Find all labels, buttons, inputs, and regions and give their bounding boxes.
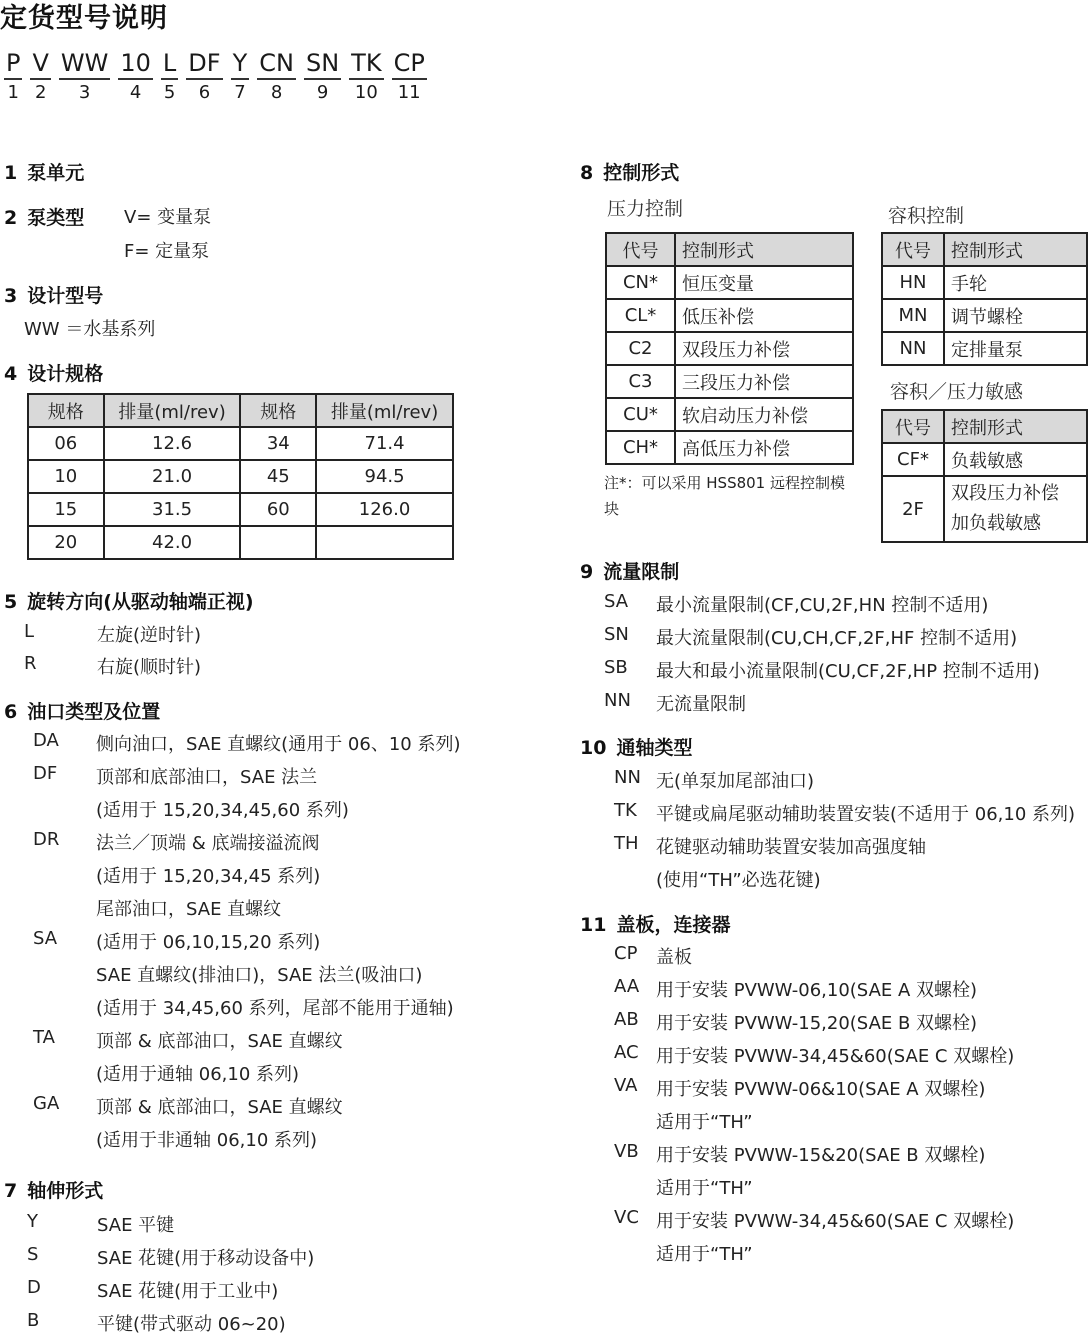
item-text: (使用“TH”必选花键) [656,870,821,891]
table-row [28,526,453,559]
list-item [33,961,553,994]
code-letters: L [161,48,178,80]
code-letters: P [4,48,22,80]
section-heading: 泵单元 [27,162,85,184]
item-code: NN [614,767,641,788]
item-code: DF [33,763,58,784]
code-number: 4 [129,82,142,103]
section-heading: 轴伸形式 [27,1180,104,1202]
volume-control-table [881,232,1088,366]
desc-cell: 负载敏感 [944,443,1087,476]
item-code: SN [604,624,629,645]
code-cell: HN [882,266,944,299]
item-code: SB [604,657,628,678]
page-title: 定货型号说明 [0,3,168,34]
desc-cell: 恒压变量 [675,266,853,299]
code-letters: V [30,48,50,80]
header-cell: 规格 [28,394,104,427]
item-text: 用于安装 PVWW-34,45&60(SAE C 双螺栓) [656,1046,1015,1067]
code-letters: CN [257,48,296,80]
item-code: D [27,1277,41,1298]
item-text: 用于安装 PVWW-34,45&60(SAE C 双螺栓) [656,1211,1015,1232]
item-code: SA [33,928,58,949]
header-cell: 代号 [882,233,944,266]
table-row [28,460,453,493]
table-row [882,443,1087,476]
section-number: 4 [4,363,18,385]
list-item [614,1207,1084,1240]
header-cell: 控制形式 [944,410,1087,443]
code-part [392,48,427,106]
list-item [33,862,553,895]
table-row [606,332,853,365]
table-row [606,365,853,398]
item-code: S [27,1244,39,1265]
code-letters: CP [392,48,427,80]
design-model-text: WW ＝水基系列 [24,319,156,340]
code-part [59,48,110,106]
table-row [606,431,853,464]
header-cell: 规格 [240,394,316,427]
code-cell: 2F [882,476,944,542]
item-code: NN [604,690,631,711]
model-code [4,48,427,106]
section-heading: 控制形式 [603,162,680,184]
item-code: Y [27,1211,38,1232]
code-part [161,48,178,106]
item-text: 花键驱动辅助装置安装加高强度轴 [656,837,926,858]
section-number: 3 [4,285,18,307]
code-letters: WW [59,48,110,80]
section-number: 11 [580,914,607,936]
item-text: 最大和最小流量限制(CU,CF,2F,HP 控制不适用) [656,661,1040,682]
section-heading: 泵类型 [27,207,85,229]
list-item [27,1310,547,1343]
list-item [614,1240,1084,1273]
list-item [614,767,1084,800]
code-part [231,48,250,106]
item-code: B [27,1310,40,1331]
section-7-title [4,1176,103,1203]
table-header-row [882,410,1087,443]
code-number: 7 [234,82,246,103]
list-item [33,895,553,928]
list-item [33,1060,553,1093]
item-text: 顶部 & 底部油口，SAE 直螺纹 [96,1097,343,1118]
item-text: 平键(带式驱动 06~20) [97,1314,286,1335]
item-text: 盖板 [656,947,692,968]
list-item [614,866,1084,899]
code-letters: SN [304,48,341,80]
spec-table [27,393,454,560]
code-part [118,48,153,106]
item-code: VA [614,1075,638,1096]
desc-cell: 调节螺栓 [944,299,1087,332]
item-text: 适用于“TH” [656,1178,753,1199]
pressure-control-table [605,232,854,465]
code-part [349,48,383,106]
list-item [33,928,553,961]
item-text: 适用于“TH” [656,1112,753,1133]
table-cell [240,526,316,559]
item-code: VC [614,1207,639,1228]
item-text: 最大流量限制(CU,CH,CF,2F,HF 控制不适用) [656,628,1018,649]
table-cell: 42.0 [104,526,241,559]
section-number: 5 [4,591,18,613]
item-text: 用于安装 PVWW-15&20(SAE B 双螺栓) [656,1145,986,1166]
item-text: SAE 花键(用于移动设备中) [97,1248,315,1269]
section-11-title [580,910,730,937]
table-cell [316,526,453,559]
list-item [614,833,1084,866]
table-cell: 34 [240,427,316,460]
item-text: SAE 平键 [97,1215,175,1236]
code-part [30,48,50,106]
table-cell: 21.0 [104,460,241,493]
section-number: 2 [4,207,18,229]
code-part [186,48,222,106]
table-header-row [882,233,1087,266]
table-header-row [28,394,453,427]
list-item [33,994,553,1027]
section-number: 7 [4,1180,18,1202]
section-8-title [580,158,679,185]
section-4-title [4,359,103,386]
desc-cell: 软启动压力补偿 [675,398,853,431]
item-code: TA [33,1027,55,1048]
code-cell: C2 [606,332,675,365]
list-item [614,1174,1084,1207]
desc-cell: 低压补偿 [675,299,853,332]
item-text: 最小流量限制(CF,CU,2F,HN 控制不适用) [656,595,989,616]
item-text: 法兰／顶端 & 底端接溢流阀 [96,833,320,854]
list-item [614,1075,1084,1108]
code-part [304,48,341,106]
table-cell: 94.5 [316,460,453,493]
item-code: VB [614,1141,639,1162]
section-number: 8 [580,162,594,184]
list-item [614,943,1084,976]
header-cell: 代号 [606,233,675,266]
item-text: 尾部油口，SAE 直螺纹 [96,899,282,920]
header-cell: 控制形式 [944,233,1087,266]
header-cell: 排量(ml/rev) [104,394,241,427]
item-code: AA [614,976,640,997]
code-cell: MN [882,299,944,332]
pump-type-f: F= 定量泵 [124,241,210,262]
desc-cell: 三段压力补偿 [675,365,853,398]
code-cell: NN [882,332,944,365]
list-item [604,591,1084,624]
table-cell: 15 [28,493,104,526]
table-row [28,427,453,460]
code-number: 11 [397,82,421,103]
code-number: 5 [163,82,176,103]
table-cell: 45 [240,460,316,493]
table-row [28,493,453,526]
item-text: (适用于通轴 06,10 系列) [96,1064,300,1085]
list-item [24,621,424,653]
code-part [257,48,296,106]
list-item [614,1108,1084,1141]
section-10-title [580,733,692,760]
code-part [4,48,22,106]
list-item [614,1009,1084,1042]
pressure-control-title: 压力控制 [607,198,684,220]
item-code: R [24,653,37,674]
list-item [33,730,553,763]
header-cell: 代号 [882,410,944,443]
item-text: SAE 直螺纹(排油口)，SAE 法兰(吸油口) [96,965,423,986]
section-5-title [4,587,254,614]
item-text: 左旋(逆时针) [97,625,202,646]
table-row [606,398,853,431]
item-code: GA [33,1093,60,1114]
load-sensing-table [881,409,1088,543]
code-number: 3 [78,82,91,103]
code-letters: DF [186,48,222,80]
section-6-title [4,697,160,724]
section-1-title [4,158,84,185]
item-text: 用于安装 PVWW-15,20(SAE B 双螺栓) [656,1013,978,1034]
table-cell: 126.0 [316,493,453,526]
list-item [614,800,1084,833]
table-cell: 31.5 [104,493,241,526]
header-cell: 控制形式 [675,233,853,266]
item-code: TK [614,800,637,821]
section-number: 6 [4,701,18,723]
item-text: 无(单泵加尾部油口) [656,771,815,792]
section-heading: 流量限制 [603,561,680,583]
item-text: SAE 花键(用于工业中) [97,1281,279,1302]
code-number: 8 [270,82,283,103]
code-letters: 10 [118,48,153,80]
code-letters: Y [231,48,250,80]
list-item [614,1042,1084,1075]
list-item [33,763,553,796]
desc-cell: 高低压力补偿 [675,431,853,464]
item-text: 平键或扁尾驱动辅助装置安装(不适用于 06,10 系列) [656,804,1076,825]
table-row [606,266,853,299]
code-number: 1 [7,82,19,103]
list-item [33,1126,553,1159]
section-heading: 油口类型及位置 [27,701,161,723]
item-text: 适用于“TH” [656,1244,753,1265]
item-code: DR [33,829,60,850]
load-sensing-title: 容积／压力敏感 [890,381,1024,403]
table-header-row [606,233,853,266]
volume-control-title: 容积控制 [888,205,965,227]
list-item [33,1093,553,1126]
section-heading: 通轴类型 [616,737,693,759]
table-row [882,332,1087,365]
code-cell: CH* [606,431,675,464]
code-number: 2 [34,82,47,103]
section-heading: 旋转方向(从驱动轴端正视) [27,591,254,613]
code-letters: TK [349,48,383,80]
item-text: (适用于非通轴 06,10 系列) [96,1130,318,1151]
desc-cell: 双段压力补偿 [675,332,853,365]
code-number: 10 [354,82,378,103]
section-heading: 设计型号 [27,285,104,307]
section-2-title [4,203,84,230]
section-number: 1 [4,162,18,184]
item-code: SA [604,591,629,612]
code-number: 6 [198,82,211,103]
code-number: 9 [316,82,329,103]
item-code: CP [614,943,638,964]
code-cell: CF* [882,443,944,476]
item-code: L [24,621,35,642]
section-3-title [4,281,103,308]
section-9-title [580,557,679,584]
item-text: 用于安装 PVWW-06,10(SAE A 双螺栓) [656,980,978,1001]
table-row [882,476,1087,542]
desc-cell: 定排量泵 [944,332,1087,365]
pump-type-v: V= 变量泵 [124,207,212,228]
list-item [33,1027,553,1060]
table-cell: 60 [240,493,316,526]
item-code: AC [614,1042,639,1063]
list-item [614,1141,1084,1174]
item-code: DA [33,730,59,751]
desc-cell: 手轮 [944,266,1087,299]
list-item [27,1211,547,1244]
item-text: (适用于 15,20,34,45 系列) [96,866,321,887]
table-row [606,299,853,332]
item-code: TH [614,833,639,854]
code-cell: CL* [606,299,675,332]
code-cell: CN* [606,266,675,299]
table-cell: 12.6 [104,427,241,460]
list-item [24,653,424,685]
section-heading: 盖板，连接器 [616,914,731,936]
code-cell: CU* [606,398,675,431]
table-cell: 06 [28,427,104,460]
item-text: (适用于 15,20,34,45,60 系列) [96,800,349,821]
item-code: AB [614,1009,639,1030]
list-item [27,1277,547,1310]
list-item [604,624,1084,657]
list-item [604,690,1084,723]
table-row [882,266,1087,299]
item-text: 侧向油口，SAE 直螺纹(通用于 06、10 系列) [96,734,461,755]
item-text: (适用于 06,10,15,20 系列) [96,932,321,953]
item-text: 用于安装 PVWW-06&10(SAE A 双螺栓) [656,1079,986,1100]
item-text: (适用于 34,45,60 系列，尾部不能用于通轴) [96,998,454,1019]
note-text: 注*：可以采用 HSS801 远程控制模块 [604,474,845,518]
list-item [614,976,1084,1009]
item-text: 右旋(顺时针) [97,657,202,678]
list-item [33,829,553,862]
list-item [604,657,1084,690]
list-item [27,1244,547,1277]
section-heading: 设计规格 [27,363,104,385]
item-text: 顶部和底部油口，SAE 法兰 [96,767,318,788]
table-row [882,299,1087,332]
section-number: 10 [580,737,607,759]
table-cell: 10 [28,460,104,493]
header-cell: 排量(ml/rev) [316,394,453,427]
code-cell: C3 [606,365,675,398]
table-cell: 71.4 [316,427,453,460]
item-text: 顶部 & 底部油口，SAE 直螺纹 [96,1031,343,1052]
list-item [33,796,553,829]
desc-cell: 双段压力补偿 加负载敏感 [944,476,1087,542]
item-text: 无流量限制 [656,694,746,715]
section-number: 9 [580,561,594,583]
table-cell: 20 [28,526,104,559]
